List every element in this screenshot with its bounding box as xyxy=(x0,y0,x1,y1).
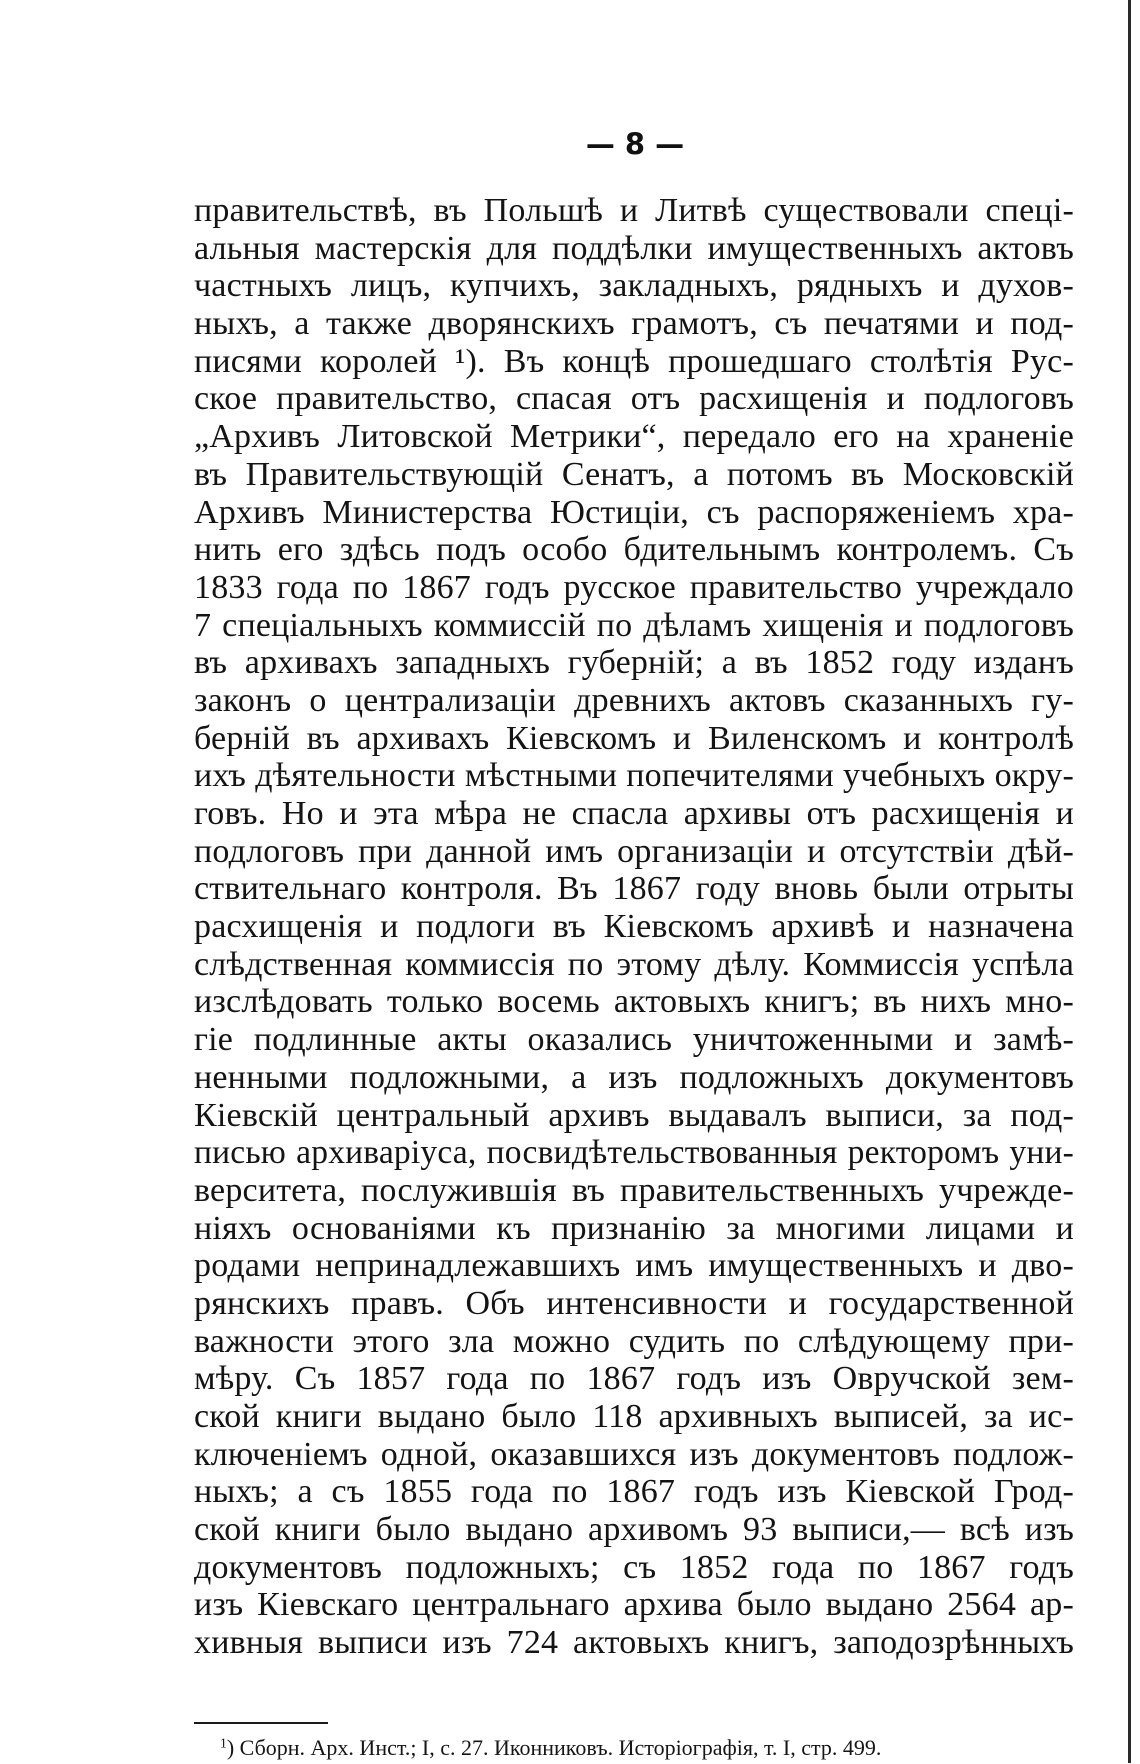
text-line: ненными подложными, а изъ подложныхъ документовъ xyxy=(194,1058,1074,1096)
text-line: Архивъ Министерства Юстиціи, съ распоряженіемъ хра- xyxy=(194,493,1074,531)
text-line: 1833 года по 1867 годъ русское правительство учреждало xyxy=(194,568,1074,606)
text-line: ніяхъ основаніями къ признанію за многими лицами и xyxy=(194,1209,1074,1247)
text-line: хивныя выписи изъ 724 актовыхъ книгъ, заподозрѣнныхъ xyxy=(194,1624,1074,1662)
text-line: законъ о централизаціи древнихъ актовъ сказанныхъ гу- xyxy=(194,681,1074,719)
text-line: ихъ дѣятельности мѣстными попечителями учебныхъ окру- xyxy=(194,757,1074,795)
text-line: ской книги выдано было 118 архивныхъ выписей, за ис- xyxy=(194,1398,1074,1435)
text-line: подлоговъ при данной имъ организаціи и отсутствіи дѣй- xyxy=(194,832,1074,870)
text-line: писями королей ¹). Въ концѣ прошедшаго столѣтія Рус- xyxy=(194,342,1074,380)
text-line: Кіевскій центральный архивъ выдавалъ выписи, за под- xyxy=(194,1096,1074,1134)
page-edge-rule xyxy=(1128,0,1131,1763)
text-line: ныхъ; а съ 1855 года по 1867 годъ изъ Кіевской Грод- xyxy=(194,1473,1074,1511)
text-line: гіе подлинные акты оказались уничтоженными и замѣ- xyxy=(194,1021,1074,1059)
text-line: документовъ подложныхъ; съ 1852 года по 1867 годъ xyxy=(194,1548,1074,1586)
text-line: расхищенія и подлоги въ Кіевскомъ архивѣ и назначена xyxy=(194,908,1074,946)
text-line: нить его здѣсь подъ особо бдительнымъ контролемъ. Съ xyxy=(194,531,1074,569)
page-number: — 8 — xyxy=(585,127,685,161)
footnote-marker: 1 xyxy=(220,1735,227,1751)
text-line: частныхъ лицъ, купчихъ, закладныхъ, рядныхъ и духов- xyxy=(194,267,1074,305)
text-line: ское правительство, спасая отъ расхищенія и подлоговъ xyxy=(194,380,1074,418)
text-line: верситета, послужившія въ правительственныхъ учрежде- xyxy=(194,1171,1074,1209)
text-line: ствительнаго контроля. Въ 1867 году вновь были отрыты xyxy=(194,870,1074,908)
text-line: говъ. Но и эта мѣра не спасла архивы отъ расхищенія и xyxy=(194,795,1074,832)
text-line: 7 спеціальныхъ коммиссій по дѣламъ хищенія и подлоговъ xyxy=(194,606,1074,644)
text-line: мѣру. Съ 1857 года по 1867 годъ изъ Овручской зем- xyxy=(194,1360,1074,1398)
text-line: изслѣдовать только восемь актовыхъ книгъ; въ нихъ мно- xyxy=(194,983,1074,1021)
body-text xyxy=(194,192,1074,1662)
text-line: важности этого зла можно судить по слѣдующему при- xyxy=(194,1322,1074,1360)
text-line: въ Правительствующій Сенатъ, а потомъ въ Московскій xyxy=(194,455,1074,493)
text-line: слѣдственная коммиссія по этому дѣлу. Коммиссія успѣла xyxy=(194,945,1074,983)
text-line: альныя мастерскія для поддѣлки имущественныхъ актовъ xyxy=(194,229,1074,267)
text-line: изъ Кіевскаго центральнаго архива было выдано 2564 ар- xyxy=(194,1586,1074,1624)
footnote-separator xyxy=(194,1722,328,1724)
text-line: ныхъ, а также дворянскихъ грамотъ, съ печатями и под- xyxy=(194,305,1074,343)
footnote-text: ) Сборн. Арх. Инст.; I, с. 27. Иконниковъ. Исторіографія, т. I, стр. 499. xyxy=(226,1735,882,1760)
text-line: ключеніемъ одной, оказавшихся изъ документовъ подлож- xyxy=(194,1435,1074,1473)
text-line: рянскихъ правъ. Объ интенсивности и государственной xyxy=(194,1284,1074,1322)
text-line: берній въ архивахъ Кіевскомъ и Виленскомъ и контролѣ xyxy=(194,719,1074,757)
text-line: родами непринадлежавшихъ имъ имущественныхъ и дво- xyxy=(194,1247,1074,1285)
text-line: въ архивахъ западныхъ губерній; а въ 1852 году изданъ xyxy=(194,644,1074,682)
text-line: „Архивъ Литовской Метрики“, передало его на храненіе xyxy=(194,418,1074,456)
text-line: ской книги было выдано архивомъ 93 выписи,— всѣ изъ xyxy=(194,1511,1074,1549)
text-line: правительствѣ, въ Польшѣ и Литвѣ существовали спеці- xyxy=(194,192,1074,229)
text-line: писью архиваріуса, посвидѣтельствованныя ректоромъ уни- xyxy=(194,1134,1074,1172)
footnote xyxy=(220,1734,1080,1764)
